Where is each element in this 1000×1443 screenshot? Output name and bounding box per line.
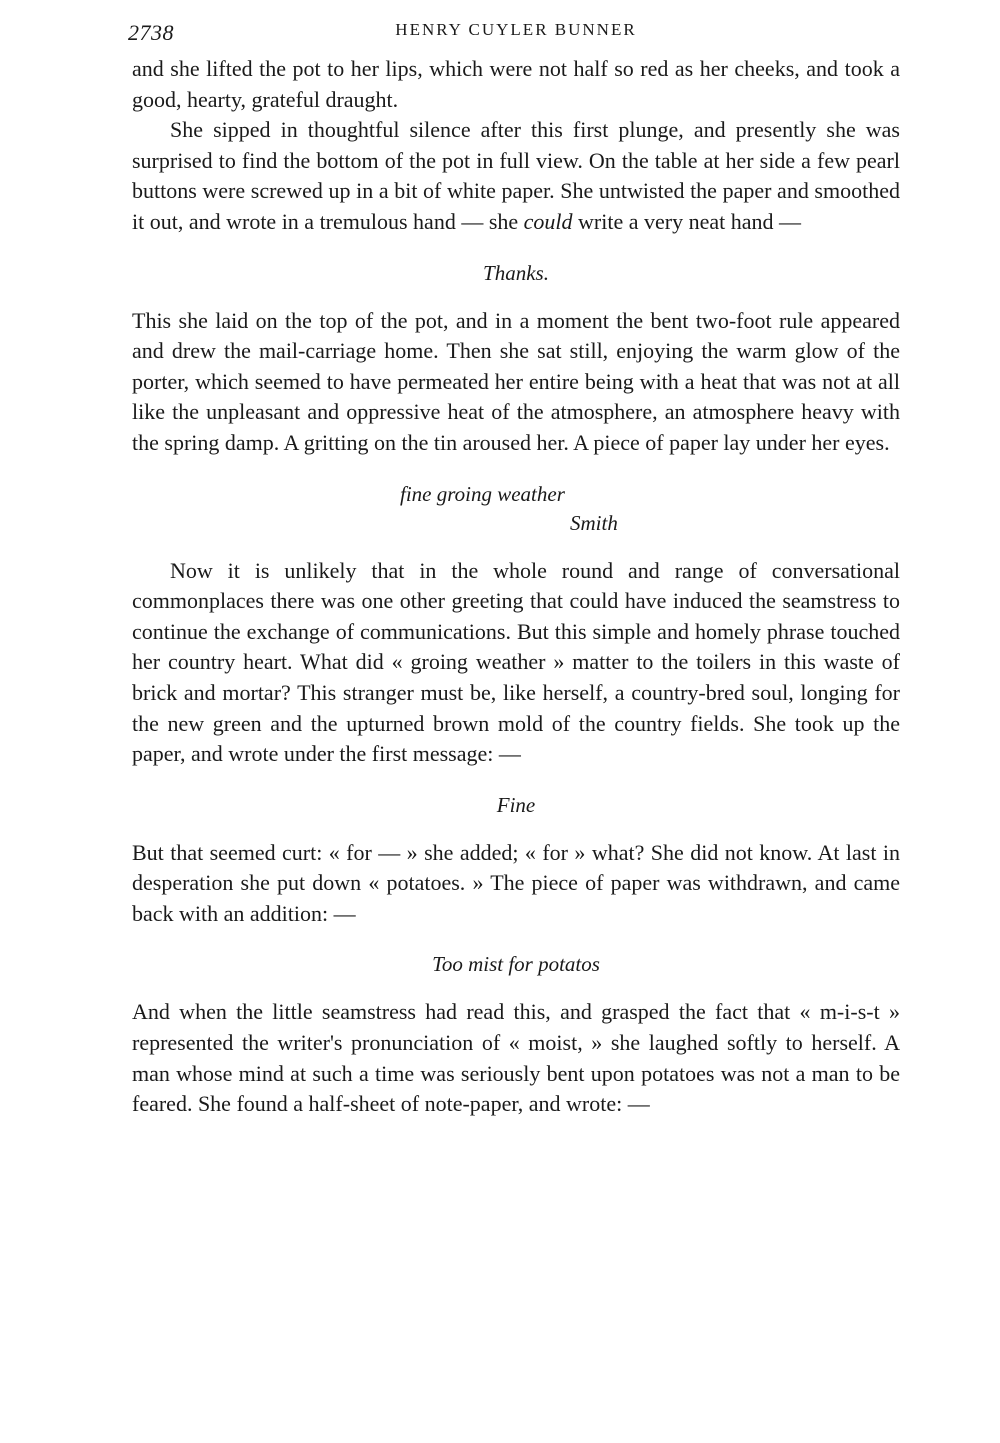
- note-weather-line: fine groing weather: [400, 481, 565, 506]
- note-fine: Fine: [496, 792, 536, 817]
- page-number: 2738: [128, 20, 174, 45]
- paragraph-2: [132, 115, 900, 237]
- paragraph-2-text-b: write a very neat hand —: [572, 208, 802, 234]
- paragraph-6: And when the little seamstress had read this, and grasped the fact that « m-i-s-t » represented the writer's pronunciation of « moist, » she laughed softly to herself. A man whose mind at such a time was seriously bent upon potatoes was not a man to be feared. She found a half-sheet of note-paper, and wrote: —: [132, 999, 900, 1117]
- paragraph-2-text-a: She sipped in thoughtful silence after this first plunge, and presently she was surprised to find the bottom of the pot in full view. On the table at her side a few pearl buttons were screwed up in a bit of white paper. She untwisted the paper and smoothed it out, and wrote in a tremulous hand — she: [132, 117, 900, 234]
- note-potatoes: Too mist for potatos: [432, 952, 600, 977]
- note-weather: [400, 480, 900, 538]
- paragraph-1: and she lifted the pot to her lips, which were not half so red as her cheeks, and took a good, hearty, grateful draught.: [132, 56, 900, 112]
- paragraph-5: But that seemed curt: « for — » she added; « for » what? She did not know. At last in desperation she put down « potatoes. » The piece of paper was withdrawn, and came back with an addition: —: [132, 839, 900, 926]
- paragraph-4: Now it is unlikely that in the whole round and range of conversational commonplaces there was one other greeting that could have induced the seamstress to continue the exchange of communications. But this simple and homely phrase touched her country heart. What did « groing weather » matter to the toilers in this waste of brick and mortar? This stranger must be, like herself, a country-bred soul, longing for the new green and the upturned brown mold of the country fields. She took up the paper, and wrote under the first message: —: [132, 557, 900, 767]
- paragraph-3: This she laid on the top of the pot, and in a moment the bent two-foot rule appeared and drew the mail-carriage home. Then she sat still, enjoying the warm glow of the porter, which seemed to have permeated her entire being with a heat that was not at all like the unpleasant and oppressive heat of the atmosphere, an atmosphere heavy with the spring damp. A gritting on the tin aroused her. A piece of paper lay under her eyes.: [132, 307, 900, 455]
- running-head: HENRY CUYLER BUNNER: [395, 20, 637, 39]
- note-thanks: Thanks.: [483, 260, 549, 285]
- page-header: [128, 14, 900, 54]
- note-signature: Smith: [570, 510, 618, 535]
- book-page: [128, 14, 900, 1120]
- paragraph-2-emphasis: could: [523, 208, 573, 234]
